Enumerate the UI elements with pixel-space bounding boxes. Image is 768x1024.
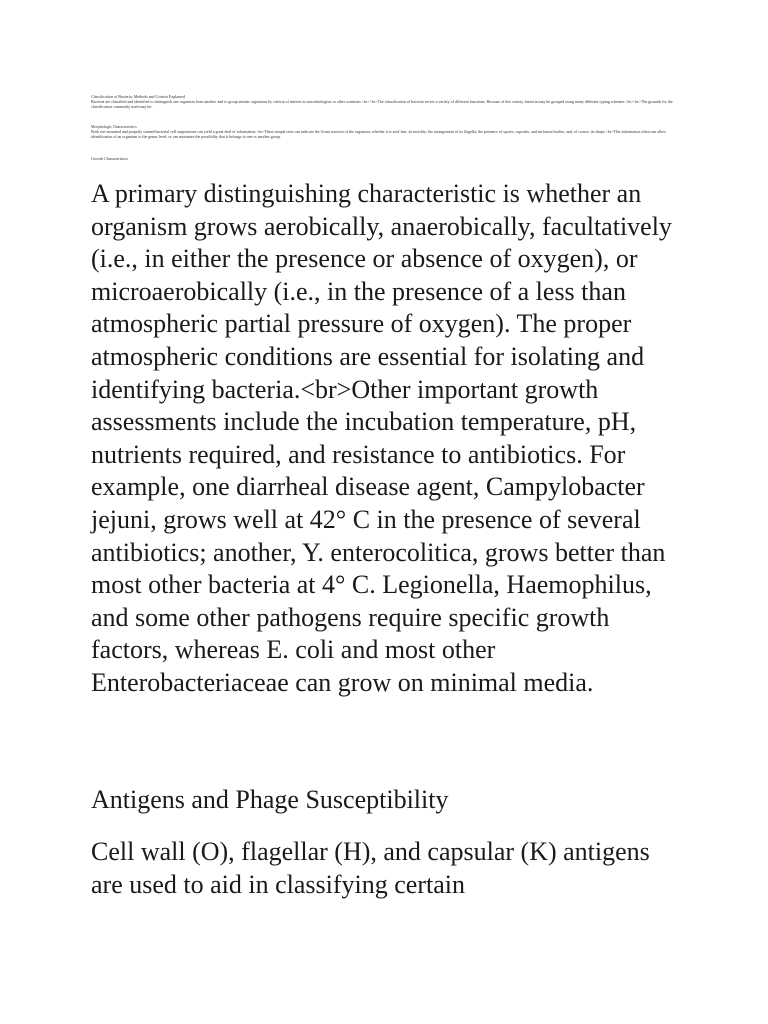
section-heading-morphologic: Morphologic Characteristics	[91, 124, 137, 129]
section-heading-growth: Growth Characteristics	[91, 156, 128, 161]
antigens-paragraph: Cell wall (O), flagellar (H), and capsular (K) antigens are used to aid in classifying certain	[91, 837, 650, 899]
document-title: Classification of Bacteria: Methods and Criteria Explained	[91, 94, 185, 99]
morphologic-paragraph: Both wet-mounted and properly stained bacterial cell suspensions can yield a great deal of information.<br>These simple tests can indicate the Gram reaction of the organism; whether it is acid-fast; its motility; the arrangement of its flagella; the presence of spores, capsules, and inclusion bodies; and, of course, its shape.<br>This information often can allow identification of an organism to the genus level, or can minimize the possibility that it belongs to one or another group.	[91, 129, 667, 139]
intro-paragraph: Bacteria are classified and identified to distinguish one organism from another and to group similar organisms by criteria of interest to microbiologists or other scientists.<br><br>The classification of bacteria serves a variety of different functions. Because of this variety, bacteria may be grouped using many different typing schemes.<br><br>The grounds for the classification commonly used may be:	[91, 99, 673, 109]
growth-paragraph: A primary distinguishing characteristic is whether an organism grows aerobically, anaerobically, facultatively (i.e., in either the presence or absence of oxygen), or microaerobically (i.e., in the presence of a less than atmospheric partial pressure of oxygen). The proper atmospheric conditions are essential for isolating and identifying bacteria.<br>Other important growth assessments include the incubation temperature, pH, nutrients required, and resistance to antibiotics. For example, one diarrheal disease agent, Campylobacter jejuni, grows well at 42° C in the presence of several antibiotics; another, Y. enterocolitica, grows better than most other bacteria at 4° C. Legionella, Haemophilus, and some other pathogens require specific growth factors, whereas E. coli and most other Enterobacteriaceae can grow on minimal media.	[91, 179, 672, 697]
section-heading-antigens: Antigens and Phage Susceptibility	[91, 785, 449, 814]
